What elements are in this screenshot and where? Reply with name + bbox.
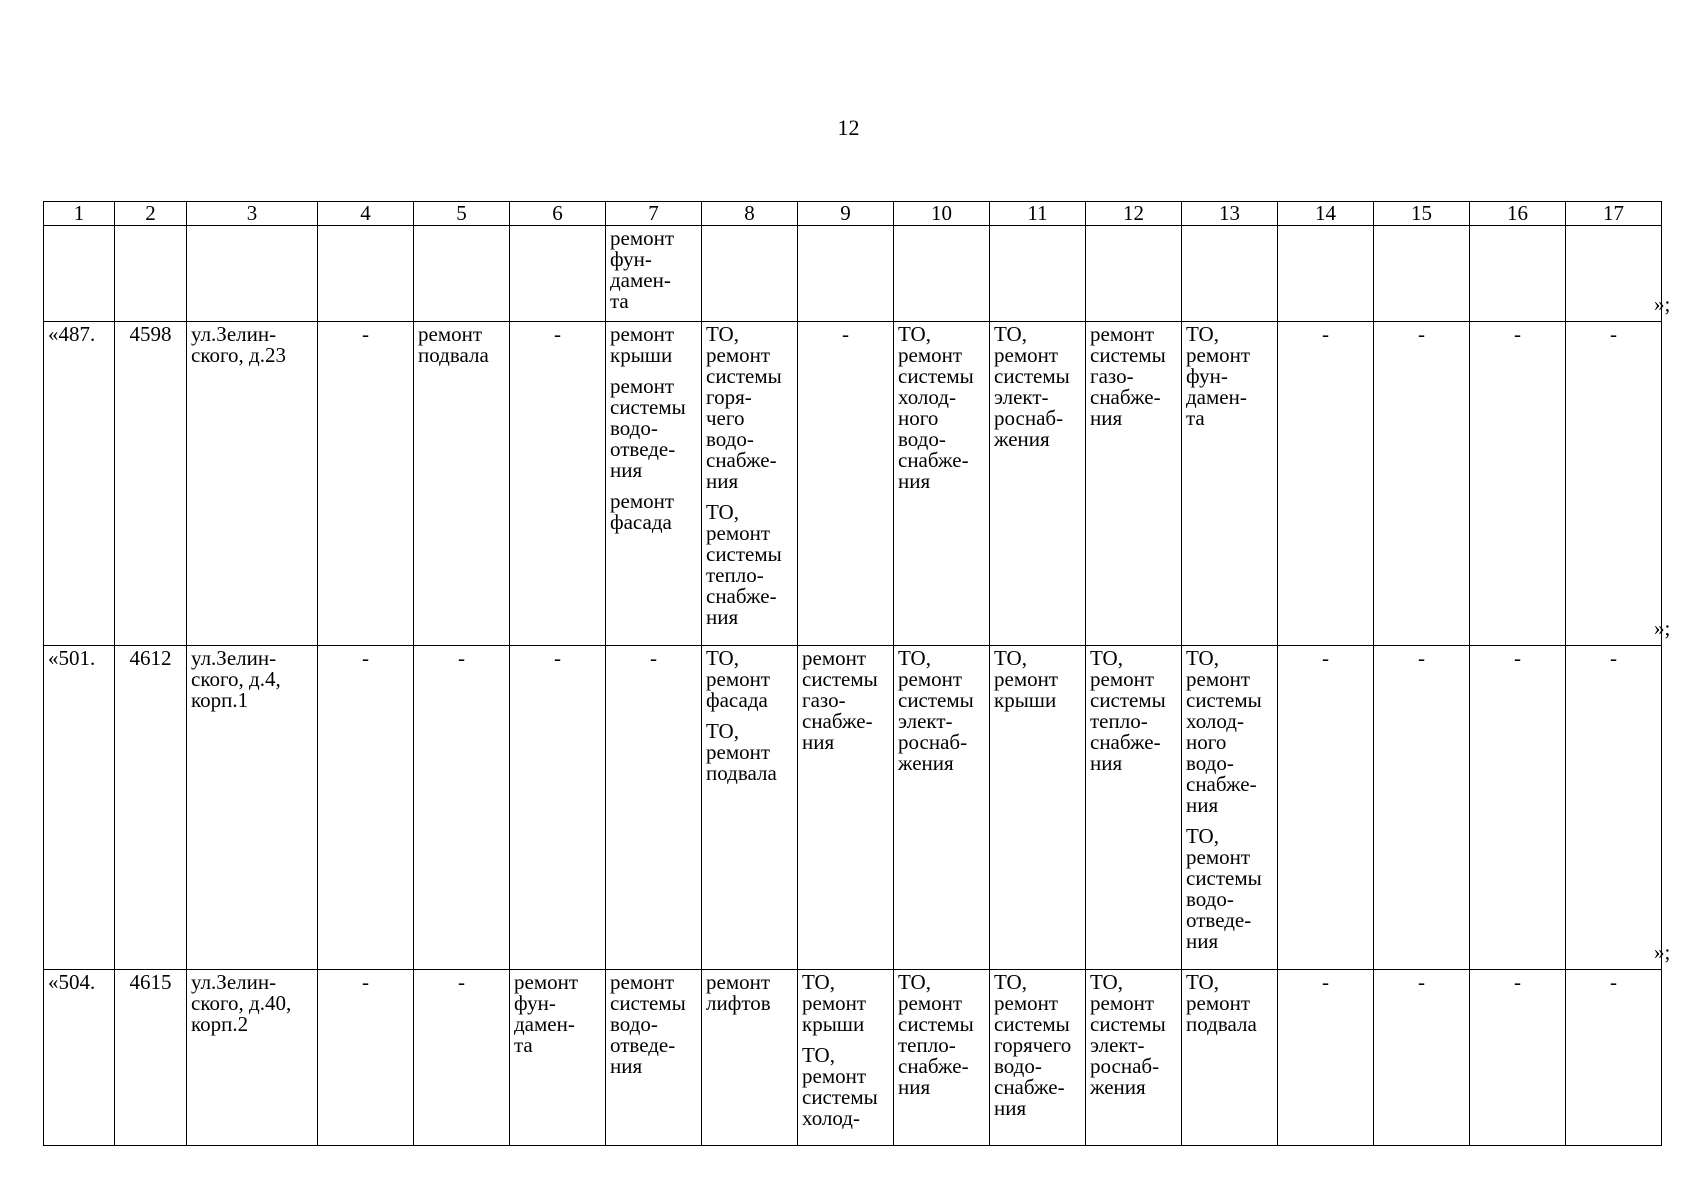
work-item: - <box>554 646 561 670</box>
table-cell <box>187 646 318 970</box>
table-cell <box>318 970 414 1146</box>
table-cell <box>414 322 510 646</box>
table-cell <box>44 226 115 322</box>
work-item: ремонт лифтов <box>706 970 771 1015</box>
address: ул.Зелин- ского, д.4, корп.1 <box>191 646 281 712</box>
table-cell <box>894 226 990 322</box>
table-cell <box>318 226 414 322</box>
repair-schedule-table <box>43 201 1662 1146</box>
work-item: ТО, ремонт подвала <box>706 719 777 785</box>
table-cell <box>798 970 894 1146</box>
table-cell <box>990 970 1086 1146</box>
table-cell <box>187 970 318 1146</box>
table-cell <box>1182 646 1278 970</box>
work-item: - <box>1514 646 1521 670</box>
table-cell <box>414 970 510 1146</box>
page-number: 12 <box>837 115 860 140</box>
table-cell <box>606 226 702 322</box>
table-row <box>44 646 1662 970</box>
work-item: - <box>1514 970 1521 994</box>
table-cell <box>510 646 606 970</box>
table-cell <box>414 226 510 322</box>
table-cell <box>606 970 702 1146</box>
column-number: 7 <box>606 202 702 226</box>
address: ул.Зелин- ского, д.23 <box>191 322 286 367</box>
table-cell <box>1086 322 1182 646</box>
row-number: «504. <box>48 970 96 994</box>
table-cell <box>990 322 1086 646</box>
table-cell <box>894 322 990 646</box>
column-number: 17 <box>1566 202 1662 226</box>
column-number: 13 <box>1182 202 1278 226</box>
address: ул.Зелин- ского, д.40, корп.2 <box>191 970 292 1036</box>
table-cell <box>510 970 606 1146</box>
work-item: ТО, ремонт крыши <box>802 970 867 1036</box>
work-item: - <box>554 322 561 346</box>
work-item: - <box>650 646 657 670</box>
work-item: ТО, ремонт подвала <box>1186 970 1257 1036</box>
table-cell <box>1374 322 1470 646</box>
column-number: 9 <box>798 202 894 226</box>
table-cell <box>187 322 318 646</box>
table-cell <box>1182 322 1278 646</box>
table-cell <box>1278 226 1374 322</box>
work-item: - <box>1418 970 1425 994</box>
column-number: 2 <box>115 202 187 226</box>
row-closing-quote: »; <box>1654 616 1671 640</box>
table-cell <box>318 646 414 970</box>
work-item: ремонт фун- дамен- та <box>610 226 675 313</box>
table-cell <box>702 226 798 322</box>
table-cell <box>115 646 187 970</box>
column-number: 15 <box>1374 202 1470 226</box>
work-item: ТО, ремонт системы холод- ного водо- снабже- ния <box>1186 646 1262 817</box>
table-cell <box>1374 646 1470 970</box>
work-item: ТО, ремонт фасада <box>706 646 771 712</box>
work-item: - <box>1418 646 1425 670</box>
work-item: - <box>842 322 849 346</box>
table-row <box>44 970 1662 1146</box>
table-cell <box>1470 970 1566 1146</box>
column-number: 16 <box>1470 202 1566 226</box>
work-item: ТО, ремонт фун- дамен- та <box>1186 322 1251 430</box>
work-item: ТО, ремонт системы горячего водо- снабже- ния <box>994 970 1072 1120</box>
column-number: 1 <box>44 202 115 226</box>
table-cell <box>1086 970 1182 1146</box>
table-cell <box>510 226 606 322</box>
table-cell <box>1470 322 1566 646</box>
table-cell <box>702 322 798 646</box>
work-item: ремонт подвала <box>418 322 489 367</box>
table-cell <box>1566 970 1662 1146</box>
table-cell <box>1278 646 1374 970</box>
table-cell <box>894 646 990 970</box>
table-cell <box>44 322 115 646</box>
table-cell <box>115 322 187 646</box>
work-item: - <box>1610 322 1617 346</box>
table-cell <box>1374 970 1470 1146</box>
column-number: 14 <box>1278 202 1374 226</box>
column-number: 6 <box>510 202 606 226</box>
table-cell <box>894 970 990 1146</box>
work-item: ремонт системы газо- снабже- ния <box>1090 322 1166 430</box>
table-cell <box>798 226 894 322</box>
table-cell <box>702 970 798 1146</box>
work-item: - <box>1322 970 1329 994</box>
work-item: ТО, ремонт системы холод- ного водо- снабже- ния <box>898 322 974 493</box>
work-item: ТО, ремонт системы элект- роснаб- жения <box>898 646 974 775</box>
work-item: ТО, ремонт системы тепло- снабже- ния <box>706 500 782 629</box>
table-cell <box>798 322 894 646</box>
table-cell <box>990 646 1086 970</box>
work-item: ТО, ремонт системы элект- роснаб- жения <box>994 322 1070 451</box>
table-cell <box>115 970 187 1146</box>
work-item: ТО, ремонт системы водо- отведе- ния <box>1186 824 1262 953</box>
table-row <box>44 322 1662 646</box>
work-item: ремонт крыши <box>610 322 675 367</box>
work-item: - <box>1418 322 1425 346</box>
column-number-header <box>44 202 1662 226</box>
column-number: 12 <box>1086 202 1182 226</box>
work-item: ТО, ремонт системы тепло- снабже- ния <box>1090 646 1166 775</box>
column-number: 8 <box>702 202 798 226</box>
column-number: 11 <box>990 202 1086 226</box>
table-cell <box>606 322 702 646</box>
table-cell <box>414 646 510 970</box>
table-cell <box>1470 646 1566 970</box>
column-number: 4 <box>318 202 414 226</box>
table-cell <box>115 226 187 322</box>
table-cell <box>1278 970 1374 1146</box>
work-item: ремонт системы газо- снабже- ния <box>802 646 878 754</box>
work-item: ТО, ремонт системы горя- чего водо- снабже- ния <box>706 322 782 493</box>
table-cell <box>1182 970 1278 1146</box>
row-closing-quote: »; <box>1654 940 1671 964</box>
table-cell <box>1374 226 1470 322</box>
row-closing-quote: »; <box>1654 292 1671 316</box>
work-item: ремонт фун- дамен- та <box>514 970 579 1057</box>
table-cell <box>1182 226 1278 322</box>
column-number: 3 <box>187 202 318 226</box>
work-item: ремонт системы водо- отведе- ния <box>610 970 686 1078</box>
column-number: 5 <box>414 202 510 226</box>
row-number: «501. <box>48 646 96 670</box>
table-cell <box>990 226 1086 322</box>
table-cell <box>1566 646 1662 970</box>
building-code: 4612 <box>129 646 172 670</box>
work-item: - <box>1610 646 1617 670</box>
table-cell <box>318 322 414 646</box>
table-cell <box>1086 226 1182 322</box>
table-cell <box>798 646 894 970</box>
work-item: - <box>1610 970 1617 994</box>
work-item: ТО, ремонт системы холод- <box>802 1043 878 1130</box>
work-item: - <box>1322 646 1329 670</box>
work-item: - <box>362 970 369 994</box>
work-item: ТО, ремонт системы тепло- снабже- ния <box>898 970 974 1099</box>
work-item: - <box>362 322 369 346</box>
work-item: ремонт фасада <box>610 489 675 534</box>
work-item: - <box>458 970 465 994</box>
building-code: 4598 <box>129 322 172 346</box>
work-item: - <box>1514 322 1521 346</box>
table-cell <box>1086 646 1182 970</box>
table-cell <box>44 970 115 1146</box>
table-cell <box>187 226 318 322</box>
work-item: ТО, ремонт крыши <box>994 646 1059 712</box>
table-cell <box>1566 226 1662 322</box>
table-cell <box>1566 322 1662 646</box>
work-item: - <box>1322 322 1329 346</box>
table-cell <box>702 646 798 970</box>
table-row <box>44 226 1662 322</box>
table-cell <box>510 322 606 646</box>
work-item: ТО, ремонт системы элект- роснаб- жения <box>1090 970 1166 1099</box>
building-code: 4615 <box>129 970 172 994</box>
table-cell <box>1278 322 1374 646</box>
row-number: «487. <box>48 322 96 346</box>
work-item: ремонт системы водо- отведе- ния <box>610 374 686 482</box>
work-item: - <box>362 646 369 670</box>
table-cell <box>44 646 115 970</box>
column-number: 10 <box>894 202 990 226</box>
work-item: - <box>458 646 465 670</box>
table-cell <box>606 646 702 970</box>
table-cell <box>1470 226 1566 322</box>
